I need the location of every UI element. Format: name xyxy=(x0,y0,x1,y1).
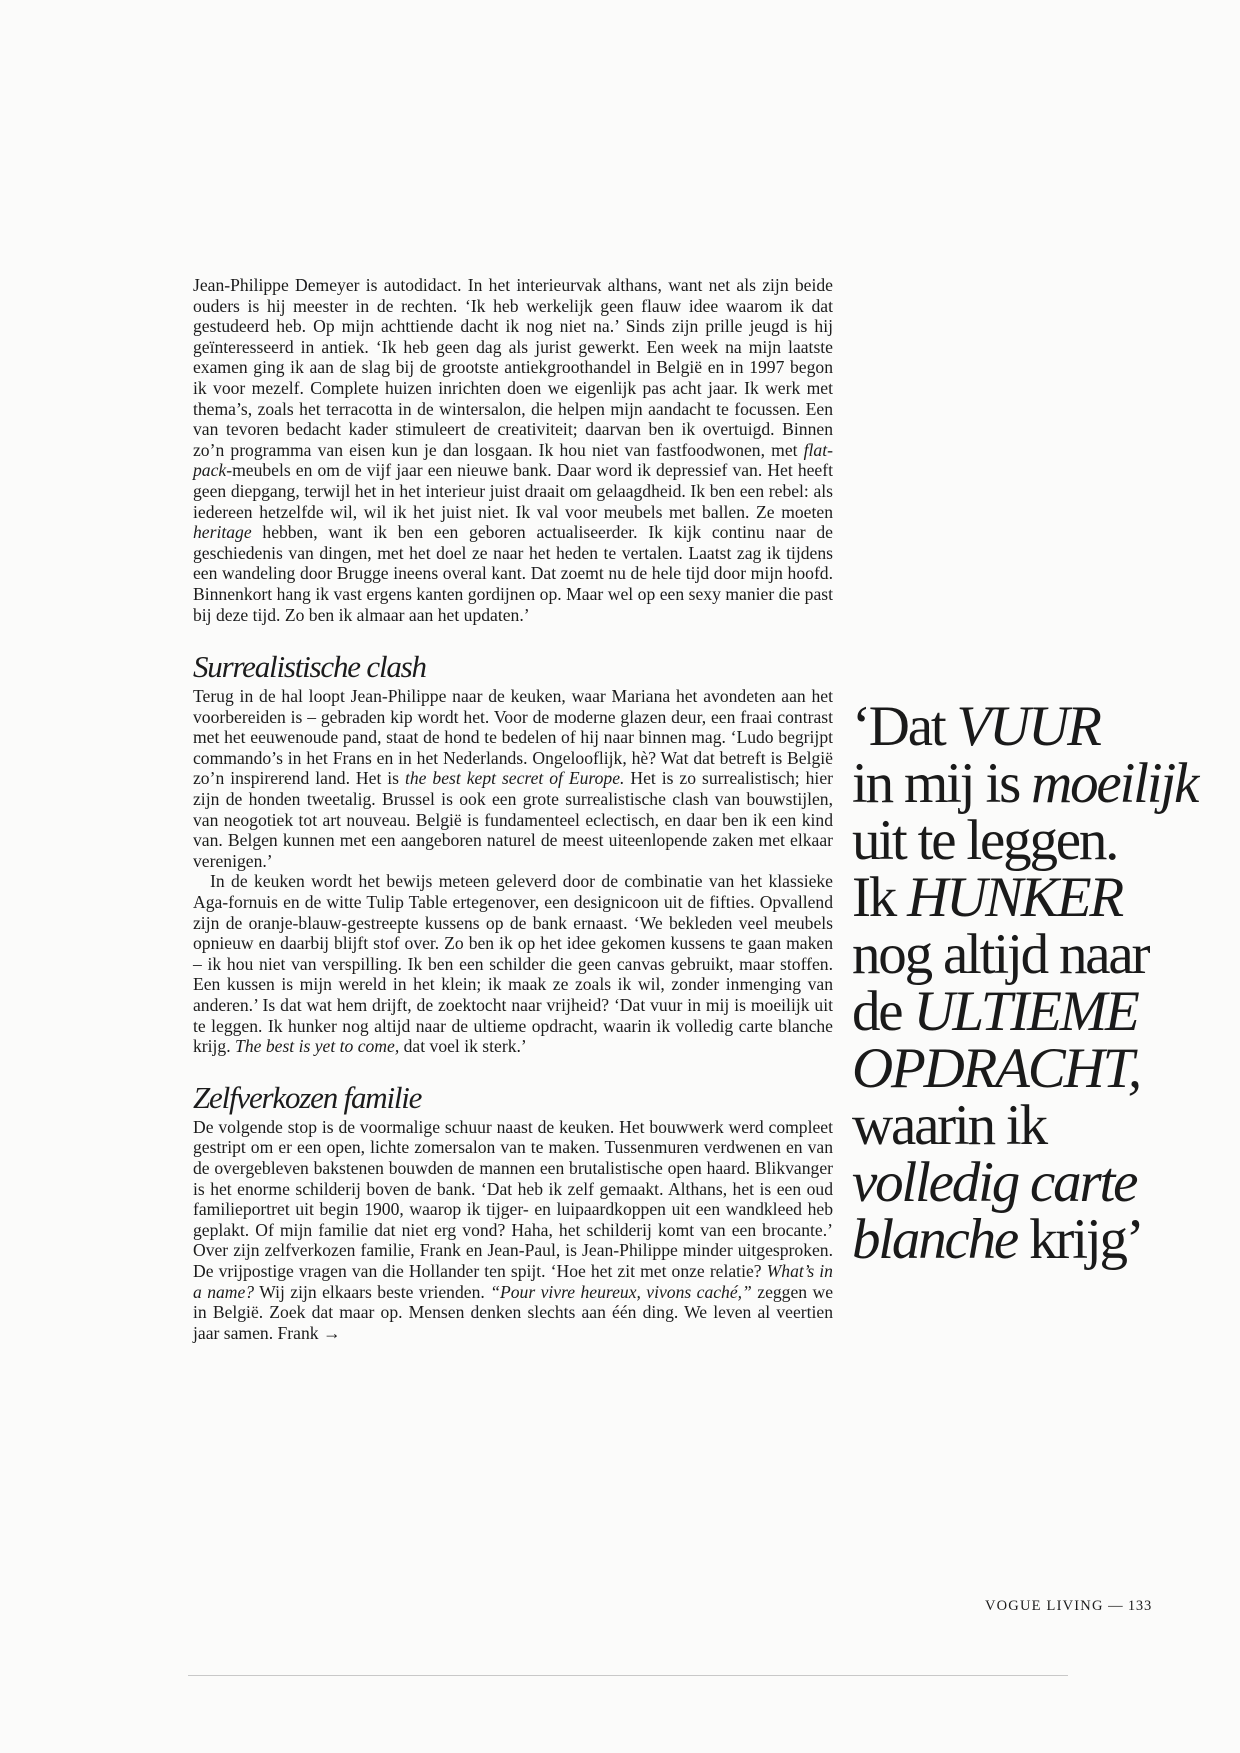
bottom-rule xyxy=(188,1675,1068,1676)
section1-paragraph2: In de keuken wordt het bewijs meteen geleverd door de combinatie van het klassieke Aga-fornuis en de witte Tulip Table ertegenover, een designicoon uit de fifties. Opvallend zijn de oranje-blauw-gestreepte kussens op de bank ernaast. ‘We bekleden veel meubels opnieuw en daarbij blijft stof over. Zo ben ik op het idee gekomen kussens te gaan maken – ik hou niet van verspilling. Ik ben een schilder die geen canvas gebruikt, maar stoffen. Een kussen is mijn wereld in het klein; ik maak ze zoals ik wil, zonder inmenging van anderen.’ Is dat wat hem drijft, de zoektocht naar vrijheid? ‘Dat vuur in mij is moeilijk uit te leggen. Ik hunker nog altijd naar de ultieme opdracht, waarin ik volledig carte blanche krijg. The best is yet to come, dat voel ik sterk.’ xyxy=(193,871,833,1057)
pull-quote-line: OPDRACHT, xyxy=(852,1037,1140,1100)
magazine-name: VOGUE LIVING xyxy=(984,1598,1104,1614)
emphasis-best-is-yet-to-come: The best is yet to come, xyxy=(235,1036,400,1057)
pull-quote-line: ‘Dat VUUR xyxy=(852,695,1100,758)
page-number: 133 xyxy=(1127,1598,1152,1614)
pull-quote xyxy=(852,695,1198,1271)
footer-dash: — xyxy=(1108,1598,1124,1614)
article-body xyxy=(193,275,833,1343)
pull-quote-line: nog altijd naar xyxy=(852,923,1149,986)
section-heading-zelfverkozen-familie: Zelfverkozen familie xyxy=(193,1079,422,1115)
section-heading-surrealistische-clash: Surrealistische clash xyxy=(193,649,426,685)
pull-quote-line: blanche krijg’ xyxy=(852,1208,1143,1271)
section1-paragraph1: Terug in de hal loopt Jean-Philippe naar de keuken, waar Mariana het avondeten aan het voorbereiden is – gebraden kip wordt het. Voor de moderne glazen deur, een fraai contrast met het eeuwenoude pand, staat de hond te bedelen of hij naar binnen mag. ‘Ludo begrijpt commando’s in het Frans en in het Nederlands. Ongelooflijk, hè? Wat dat betreft is België zo’n inspirerend land. Het is the best kept secret of Europe. Het is zo surrealistisch; hier zijn de honden tweetalig. Brussel is ook een grote surrealistische clash van bouwstijlen, van neogotiek tot art nouveau. België is fundamenteel eclectisch, en daar ben ik een kind van. Belgen kunnen met een aangeboren naturel de meest uiteenlopende zaken met elkaar verenigen.’ xyxy=(193,686,833,871)
emphasis-whats-in-a-name: What’s in a name? xyxy=(193,1260,833,1302)
page-footer xyxy=(985,1598,1152,1615)
continue-arrow-icon: → xyxy=(322,1322,341,1343)
pull-quote-line: Ik HUNKER xyxy=(852,866,1122,929)
emphasis-heritage: heritage xyxy=(193,522,252,543)
emphasis-best-kept-secret: the best kept secret of Europe. xyxy=(404,768,625,789)
pull-quote-line: waarin ik xyxy=(852,1094,1046,1157)
intro-paragraph: Jean-Philippe Demeyer is autodidact. In het interieurvak althans, want net als zijn beide ouders is hij meester in de rechten. ‘Ik heb werkelijk geen flauw idee waarom ik dat gestudeerd heb. Op mijn achttiende dacht ik nog niet na.’ Sinds zijn prille jeugd is hij geïnteresseerd in antiek. ‘Ik heb geen dag als jurist gewerkt. Een week na mijn laatste examen ging ik aan de slag bij de grootste antiekgroothandel in België en in 1997 begon ik voor mezelf. Complete huizen inrichten doen we eigenlijk pas acht jaar. Ik werk met thema’s, zoals het terracotta in de wintersalon, die helpen mijn aandacht te focussen. Een van tevoren bedacht kader stimuleert de creativiteit; daarvan ben ik overtuigd. Binnen zo’n programma van eisen kun je dan losgaan. Ik hou niet van fastfoodwonen, met flat-pack-meubels en om de vijf jaar een nieuwe bank. Daar word ik depressief van. Het heeft geen diepgang, terwijl het in het interieur juist draait om gelaagdheid. Ik ben een rebel: als iedereen hetzelfde wil, wil ik het juist niet. Ik val voor meubels met ballen. Ze moeten heritage hebben, want ik ben een geboren actualiseerder. Ik kijk continu naar de geschiedenis van dingen, met het doel ze naar het heden te vertalen. Laatst zag ik tijdens een wandeling door Brugge ineens overal kant. Dat zoemt nu de hele tijd door mijn hoofd. Binnenkort hang ik vast ergens kanten gordijnen op. Maar wel op een sexy manier die past bij deze tijd. Zo ben ik almaar aan het updaten.’ xyxy=(193,275,833,625)
section2-paragraph1: De volgende stop is de voormalige schuur naast de keuken. Het bouwwerk werd compleet gestript om er een open, lichte zomersalon van te maken. Tussenmuren verdwenen en van de overgebleven bakstenen bouwden de mannen een brutalistische open haard. Blikvanger is het enorme schilderij boven de bank. ‘Dat heb ik zelf gemaakt. Althans, het is een oud familieportret uit begin 1900, waarop ik tijger- en luipaardkoppen uit een wandkleed heb geplakt. Of mijn familie dat niet erg vond? Haha, het schilderij komt van een brocante.’ Over zijn zelfverkozen familie, Frank en Jean-Paul, is Jean-Philippe minder uitgesproken. De vrijpostige vragen van die Hollander ten spijt. ‘Hoe het zit met onze relatie? What’s in a name? Wij zijn elkaars beste vrienden. “Pour vivre heureux, vivons caché,” zeggen we in België. Zoek dat maar op. Mensen denken slechts aan één ding. We leven al veertien jaar samen. Frank → xyxy=(193,1116,833,1343)
emphasis-pour-vivre-heureux: “Pour vivre heureux, vivons caché,” xyxy=(490,1281,752,1302)
pull-quote-line: de ULTIEME xyxy=(852,980,1138,1043)
pull-quote-line: volledig carte xyxy=(852,1151,1137,1214)
pull-quote-line: in mij is moeilijk xyxy=(852,752,1198,815)
emphasis-flat-pack: flat-pack xyxy=(193,439,833,481)
pull-quote-line: uit te leggen. xyxy=(852,809,1118,872)
